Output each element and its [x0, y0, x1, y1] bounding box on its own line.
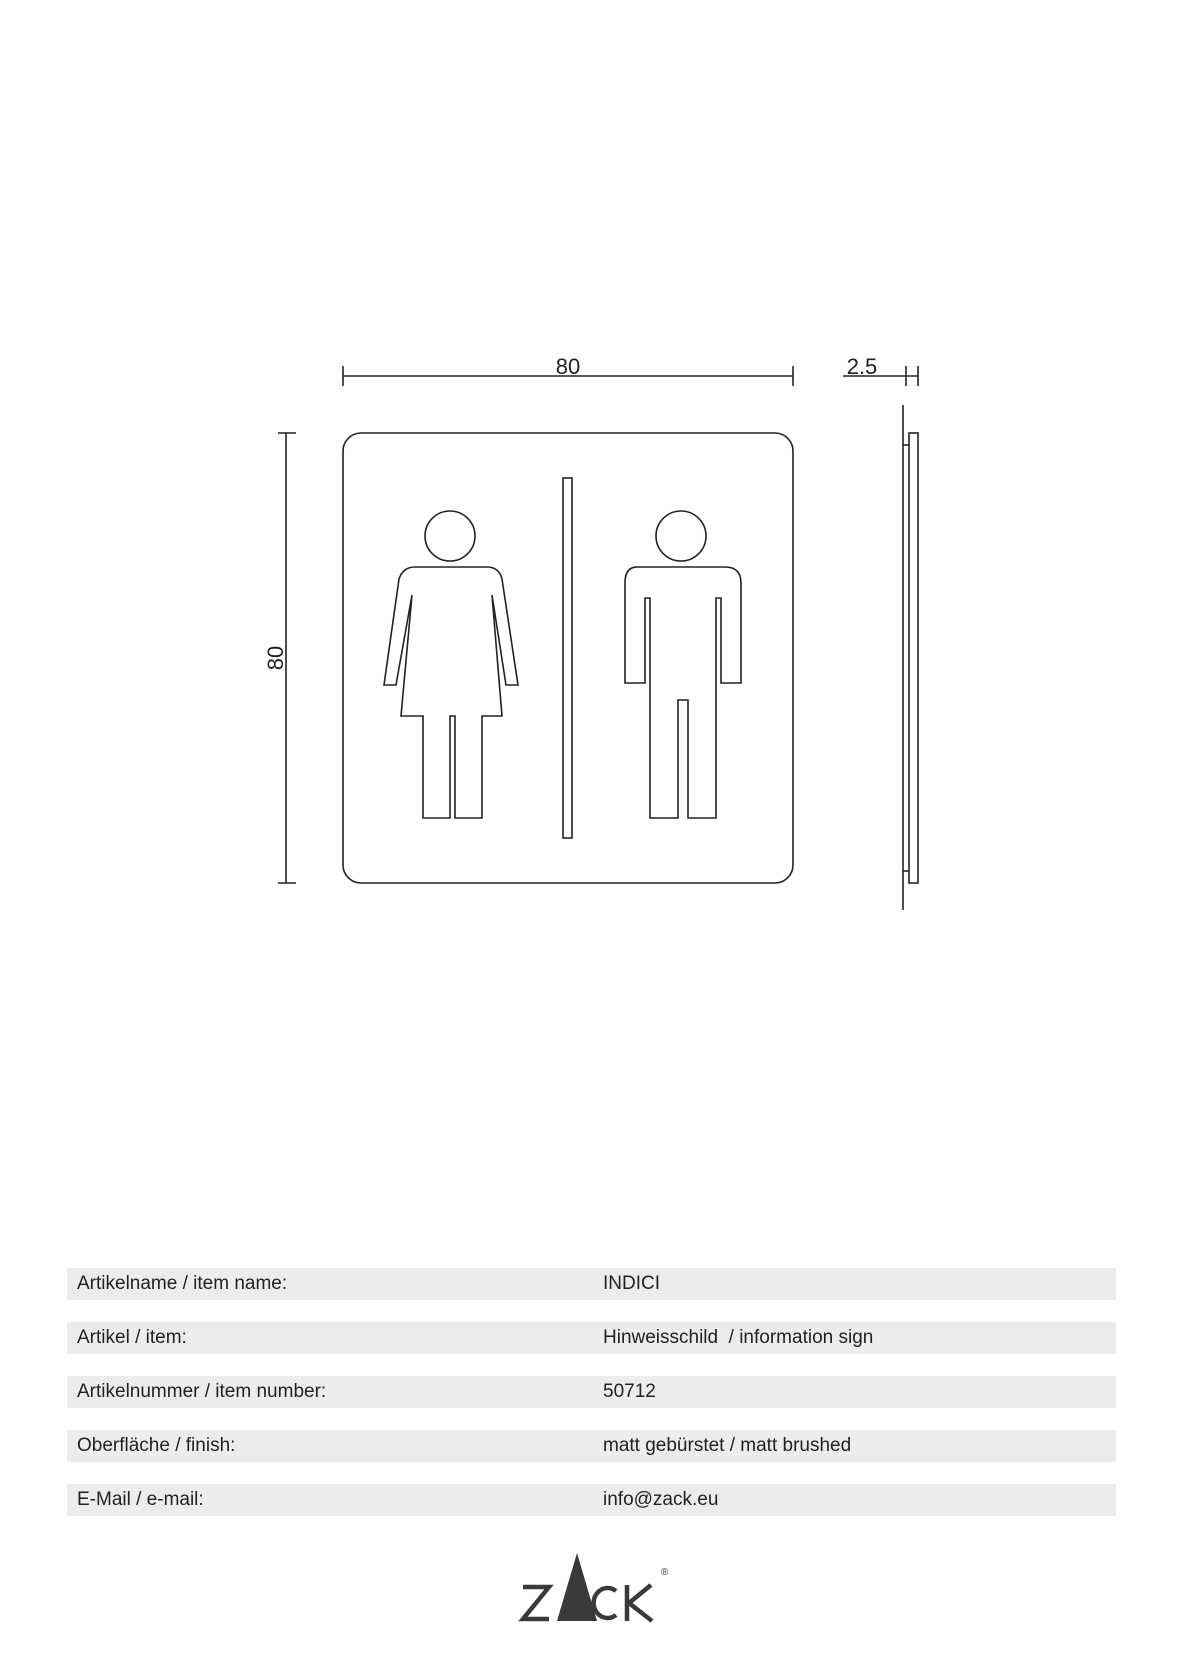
spec-value: Hinweisschild / information sign — [603, 1327, 874, 1348]
spec-row-finish — [67, 1430, 1116, 1462]
divider-bar — [563, 478, 572, 838]
spec-label: Artikelname / item name: — [77, 1273, 288, 1294]
width-dimension-label: 80 — [555, 354, 581, 379]
spec-row-item — [67, 1322, 1116, 1354]
woman-pictogram — [384, 511, 518, 818]
logo-registered-mark: ® — [661, 1567, 669, 1578]
spec-label: Artikel / item: — [77, 1327, 187, 1348]
spec-row-item-name — [67, 1268, 1116, 1300]
spec-label: Artikelnummer / item number: — [77, 1381, 327, 1402]
thickness-dimension-label: 2.5 — [846, 354, 878, 379]
spec-label: Oberfläche / finish: — [77, 1435, 236, 1456]
spec-table — [67, 1268, 1116, 1538]
height-dimension-label: 80 — [263, 645, 288, 671]
spec-value: matt gebürstet / matt brushed — [603, 1435, 852, 1456]
man-pictogram — [625, 511, 741, 818]
sign-side-view — [903, 405, 918, 910]
spec-value: 50712 — [603, 1381, 656, 1402]
spec-label: E-Mail / e-mail: — [77, 1489, 204, 1510]
spec-row-item-number — [67, 1376, 1116, 1408]
spec-value: info@zack.eu — [603, 1489, 719, 1510]
spec-value: INDICI — [603, 1273, 660, 1294]
sign-plate-front — [343, 433, 793, 883]
zack-logo — [515, 1553, 675, 1623]
spec-row-email — [67, 1484, 1116, 1516]
